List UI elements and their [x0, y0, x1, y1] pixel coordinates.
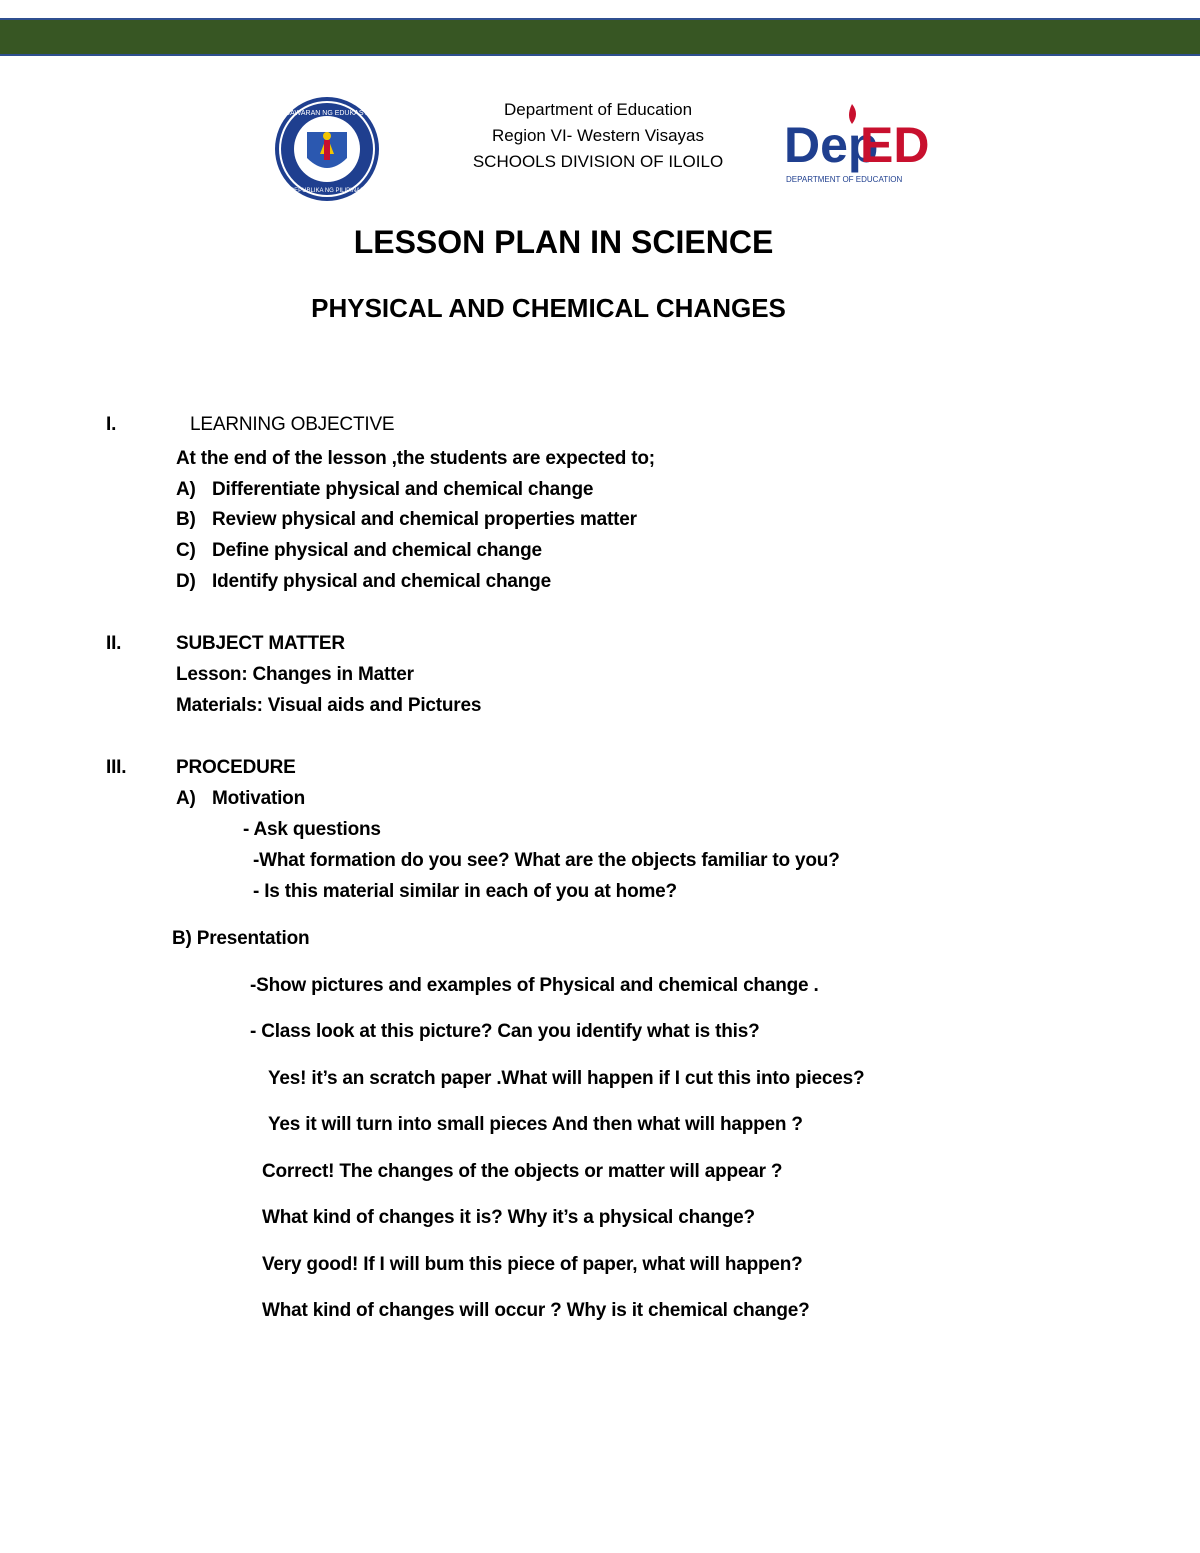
svg-text:KAGAWARAN NG EDUKASYON: KAGAWARAN NG EDUKASYON [275, 110, 379, 117]
svg-text:Dep: Dep [784, 117, 879, 173]
objective-marker: C) [176, 540, 196, 561]
motivation-line: -What formation do you see? What are the objects familiar to you? [253, 850, 840, 871]
section-2-number: II. [106, 633, 122, 654]
objective-text: Define physical and chemical change [212, 540, 542, 561]
motivation-line: - Is this material similar in each of you at home? [253, 881, 677, 902]
presentation-line: What kind of changes it is? Why it’s a physical change? [262, 1207, 755, 1228]
objective-marker: A) [176, 479, 196, 500]
deped-seal-logo [274, 96, 380, 202]
motivation-line: - Ask questions [243, 819, 381, 840]
deped-logo [782, 96, 930, 190]
presentation-line: - Class look at this picture? Can you identify what is this? [250, 1021, 760, 1042]
presentation-line: Very good! If I will bum this piece of paper, what will happen? [262, 1254, 803, 1275]
objective-text: Review physical and chemical properties matter [212, 509, 637, 530]
objective-text: Identify physical and chemical change [212, 571, 551, 592]
document-title: LESSON PLAN IN SCIENCE [353, 224, 774, 260]
presentation-line: Correct! The changes of the objects or matter will appear ? [262, 1161, 783, 1182]
dept-name: Department of Education [503, 100, 693, 119]
section-1-heading: LEARNING OBJECTIVE [190, 414, 395, 435]
section-2-heading: SUBJECT MATTER [176, 633, 345, 654]
presentation-label: B) Presentation [172, 928, 310, 949]
document-subtitle: PHYSICAL AND CHEMICAL CHANGES [311, 293, 786, 323]
division-name: SCHOOLS DIVISION OF ILOILO [472, 152, 724, 171]
svg-text:REPUBLIKA NG PILIPINAS: REPUBLIKA NG PILIPINAS [289, 188, 365, 194]
presentation-line: -Show pictures and examples of Physical and chemical change . [250, 975, 819, 996]
header-bar [0, 18, 1200, 56]
section-1-number: I. [106, 414, 117, 435]
objective-text: Differentiate physical and chemical change [212, 479, 594, 500]
section-1-intro: At the end of the lesson ,the students are expected to; [176, 448, 655, 469]
objective-marker: B) [176, 509, 196, 530]
section-3-number: III. [106, 757, 127, 778]
objective-marker: D) [176, 571, 196, 592]
motivation-label: Motivation [212, 788, 305, 809]
presentation-line: Yes it will turn into small pieces And then what will happen ? [268, 1114, 803, 1135]
section-3-heading: PROCEDURE [176, 757, 296, 778]
presentation-line: What kind of changes will occur ? Why is it chemical change? [262, 1300, 810, 1321]
svg-text:ED: ED [860, 117, 930, 173]
motivation-marker: A) [176, 788, 196, 809]
materials-line: Materials: Visual aids and Pictures [176, 695, 482, 716]
lesson-line: Lesson: Changes in Matter [176, 664, 414, 685]
svg-text:DEPARTMENT OF EDUCATION: DEPARTMENT OF EDUCATION [786, 175, 903, 184]
presentation-line: Yes! it’s an scratch paper .What will happen if I cut this into pieces? [268, 1068, 865, 1089]
region-name: Region VI- Western Visayas [492, 126, 704, 145]
